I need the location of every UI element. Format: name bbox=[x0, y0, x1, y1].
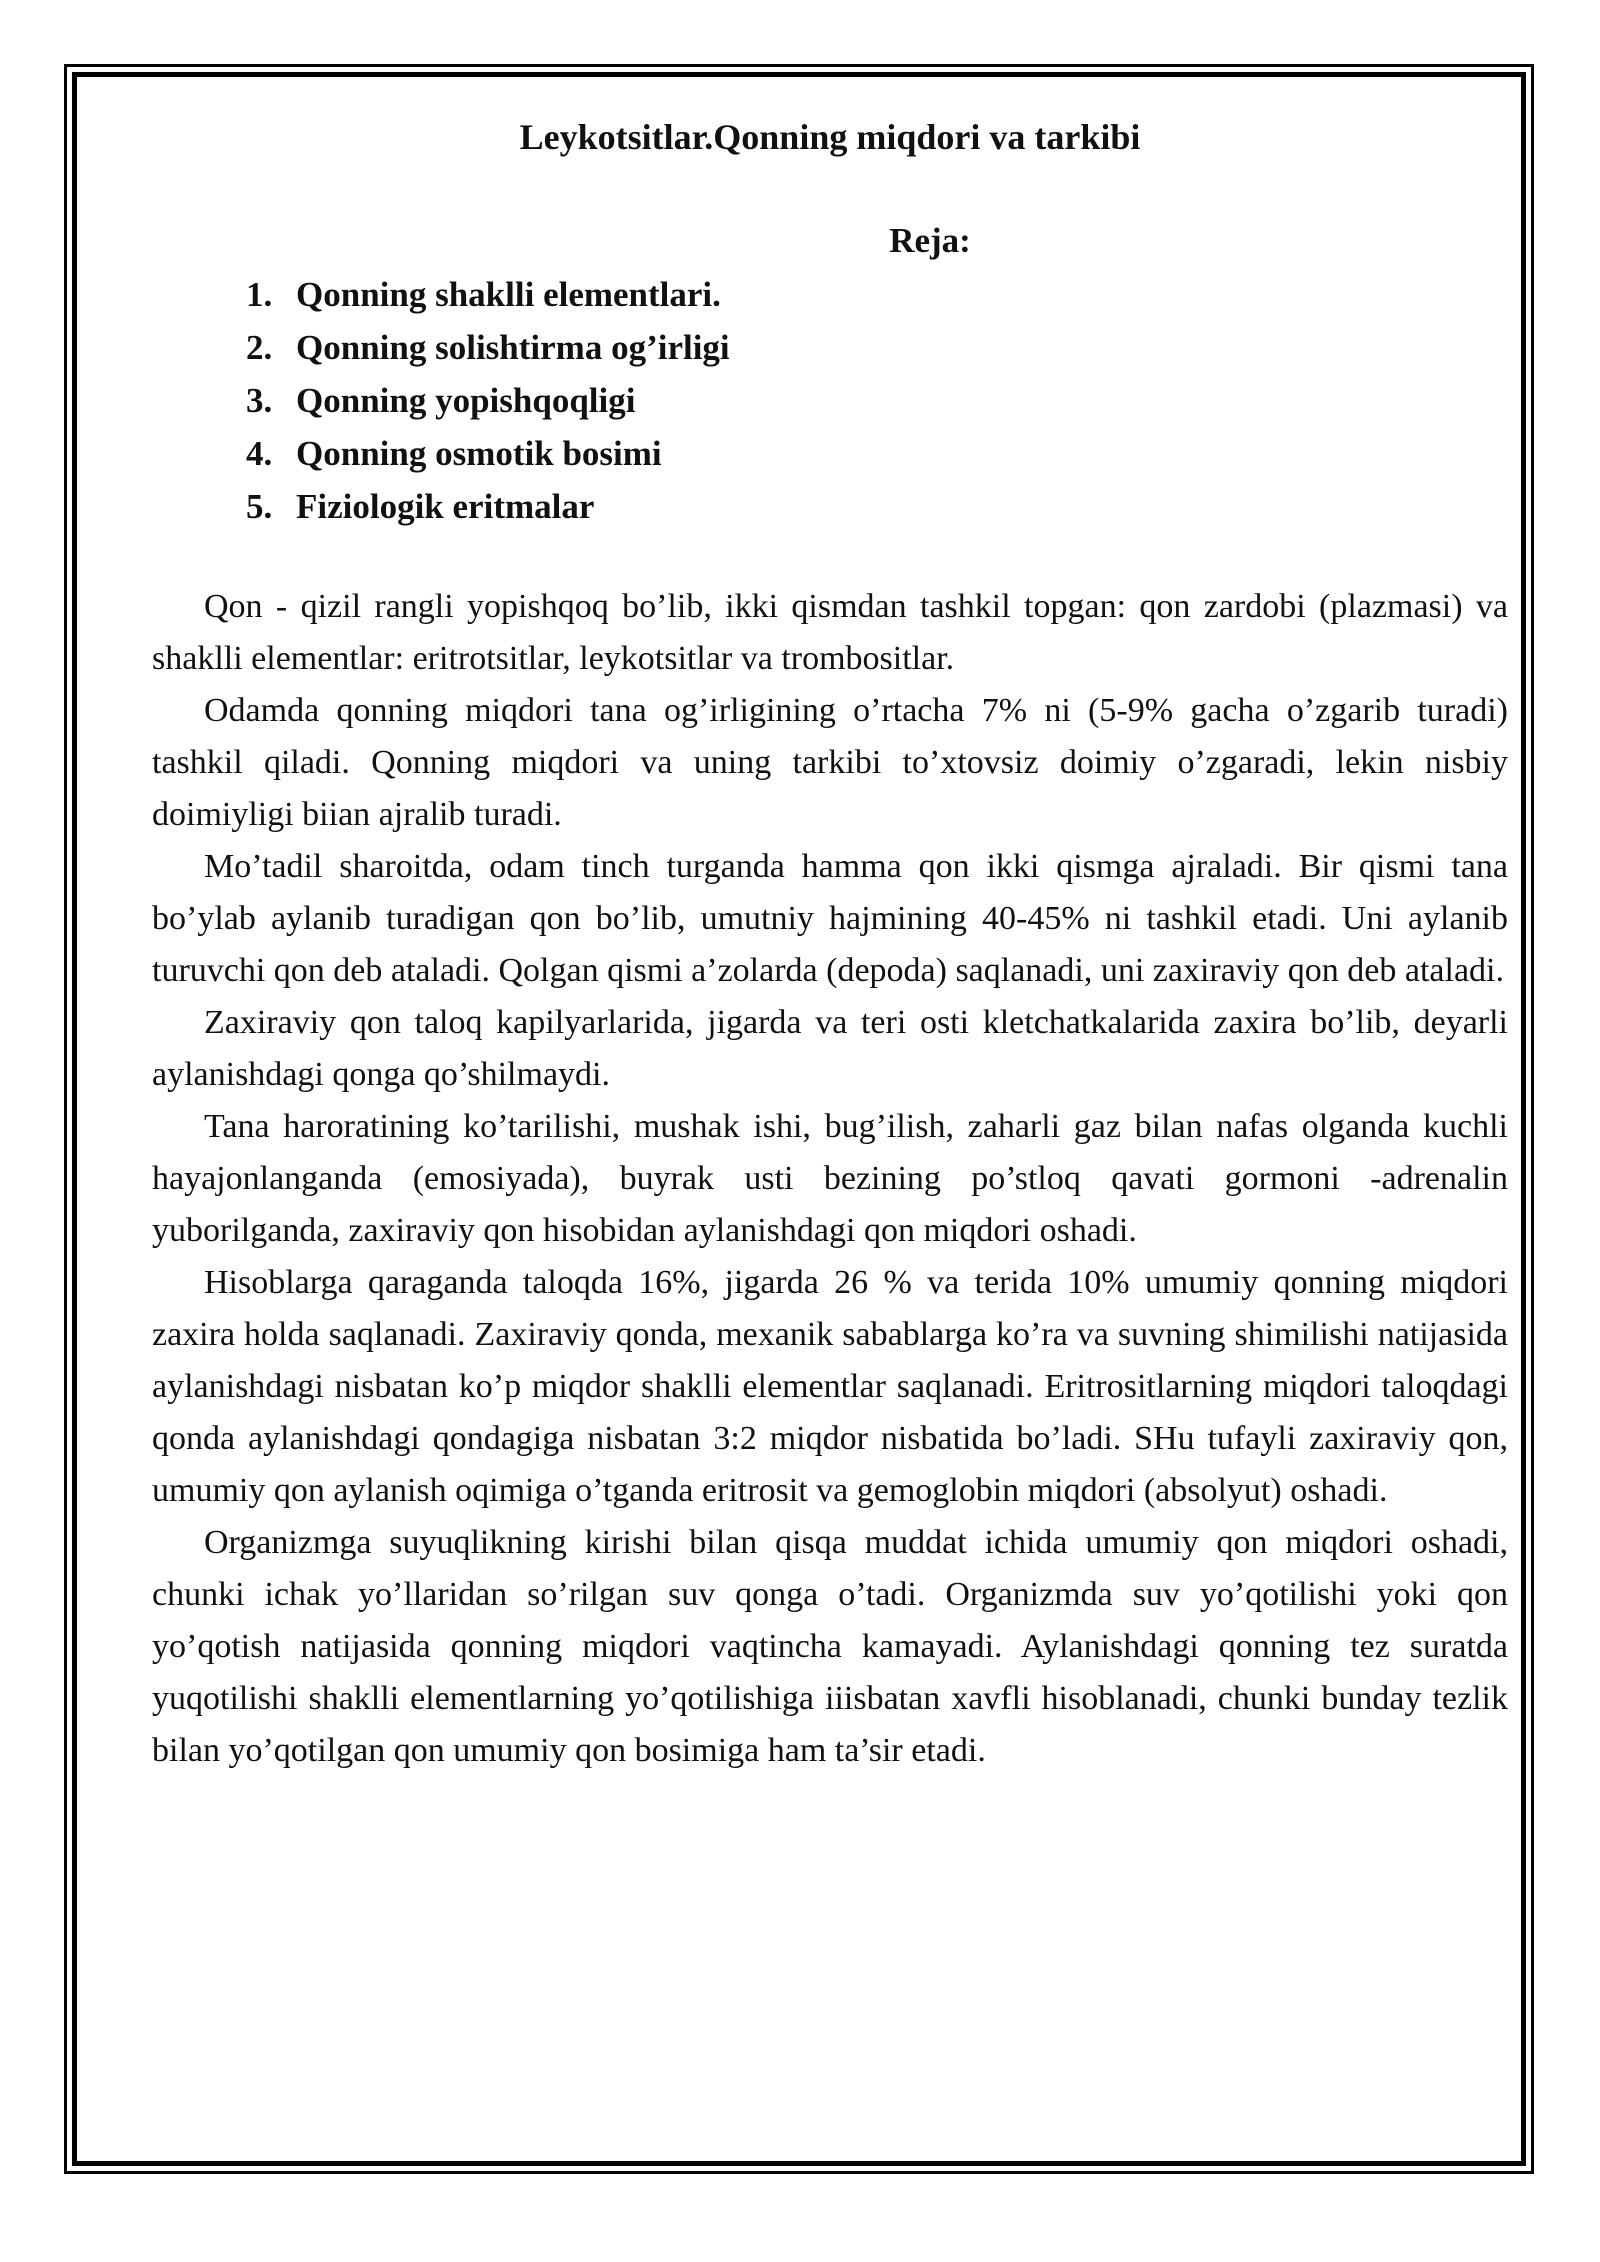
plan-item-number: 1. bbox=[246, 275, 273, 314]
plan-item-text: Qonning yopishqoqligi bbox=[296, 381, 636, 420]
paragraph: Mo’tadil sharoitda, odam tinch turganda hamma qon ikki qismga ajraladi. Bir qismi tana bo’ylab aylanib turadigan qon bo’lib, umutniy hajmining 40-45% ni tashkil etadi. Uni aylanib turuvchi qon deb ataladi. Qolgan qismi a’zolarda (depoda) saqlanadi, uni zaxiraviy qon deb ataladi. bbox=[152, 848, 1508, 989]
paragraph: Organizmga suyuqlikning kirishi bilan qisqa muddat ichida umumiy qon miqdori oshadi, chunki ichak yo’llaridan so’rilgan suv qonga o’tadi. Organizmda suv yo’qotilishi yoki qon yo’qotish natijasida qonning miqdori vaqtincha kamayadi. Aylanishdagi qonning tez suratda yuqotilishi shaklli elementlarning yo’qotilishiga iiisbatan xavfli hisoblanadi, chunki bunday tezlik bilan yo’qotilgan qon umumiy qon bosimiga ham ta’sir etadi. bbox=[152, 1524, 1508, 1769]
paragraph: Qon - qizil rangli yopishqoq bo’lib, ikki qismdan tashkil topgan: qon zardobi (plazmasi) va shaklli elementlar: eritrotsitlar, leykotsitlar va trombositlar. bbox=[152, 588, 1508, 677]
plan-item-text: Qonning shaklli elementlari. bbox=[296, 275, 721, 314]
plan-item-number: 5. bbox=[246, 487, 273, 526]
plan-item-text: Fiziologik eritmalar bbox=[296, 487, 595, 526]
plan-item bbox=[246, 374, 1508, 427]
plan-item-number: 3. bbox=[246, 381, 273, 420]
paragraph: Hisoblarga qaraganda taloqda 16%, jigarda 26 % va terida 10% umumiy qonning miqdori zaxira holda saqlanadi. Zaxiraviy qonda, mexanik sabablarga ko’ra va suvning shimilishi natijasida aylanishdagi nisbatan ko’p miqdor shaklli elementlar saqlanadi. Eritrositlarning miqdori taloqdagi qonda aylanishdagi qondagiga nisbatan 3:2 miqdor nisbatida bo’ladi. SHu tufayli zaxiraviy qon, umumiy qon aylanish oqimiga o’tganda eritrosit va gemoglobin miqdori (absolyut) oshadi. bbox=[152, 1264, 1508, 1509]
plan-item bbox=[246, 268, 1508, 321]
plan-heading: Reja: bbox=[889, 221, 971, 260]
document-content bbox=[152, 112, 1508, 1777]
plan-item-number: 4. bbox=[246, 434, 273, 473]
body-text bbox=[152, 581, 1508, 1777]
plan-item bbox=[246, 480, 1508, 533]
plan-item bbox=[246, 321, 1508, 374]
paragraph: Tana haroratining ko’tarilishi, mushak ishi, bug’ilish, zaharli gaz bilan nafas olganda kuchli hayajonlanganda (emosiyada), buyrak usti bezining po’stloq qavati gormoni -adrenalin yuborilganda, zaxiraviy qon hisobidan aylanishdagi qon miqdori oshadi. bbox=[152, 1108, 1508, 1249]
plan-item-text: Qonning solishtirma og’irligi bbox=[296, 328, 730, 367]
plan-item bbox=[246, 427, 1508, 480]
plan-item-number: 2. bbox=[246, 328, 273, 367]
paragraph: Odamda qonning miqdori tana og’irligining o’rtacha 7% ni (5-9% gacha o’zgarib turadi) tashkil qiladi. Qonning miqdori va uning tarkibi to’xtovsiz doimiy o’zgaradi, lekin nisbiy doimiyligi biian ajralib turadi. bbox=[152, 692, 1508, 833]
document-title: Leykotsitlar.Qonning miqdori va tarkibi bbox=[519, 117, 1141, 157]
paragraph: Zaxiraviy qon taloq kapilyarlarida, jigarda va teri osti kletchatkalarida zaxira bo’lib, deyarli aylanishdagi qonga qo’shilmaydi. bbox=[152, 1004, 1508, 1093]
plan-list bbox=[152, 268, 1508, 533]
plan-item-text: Qonning osmotik bosimi bbox=[296, 434, 662, 473]
